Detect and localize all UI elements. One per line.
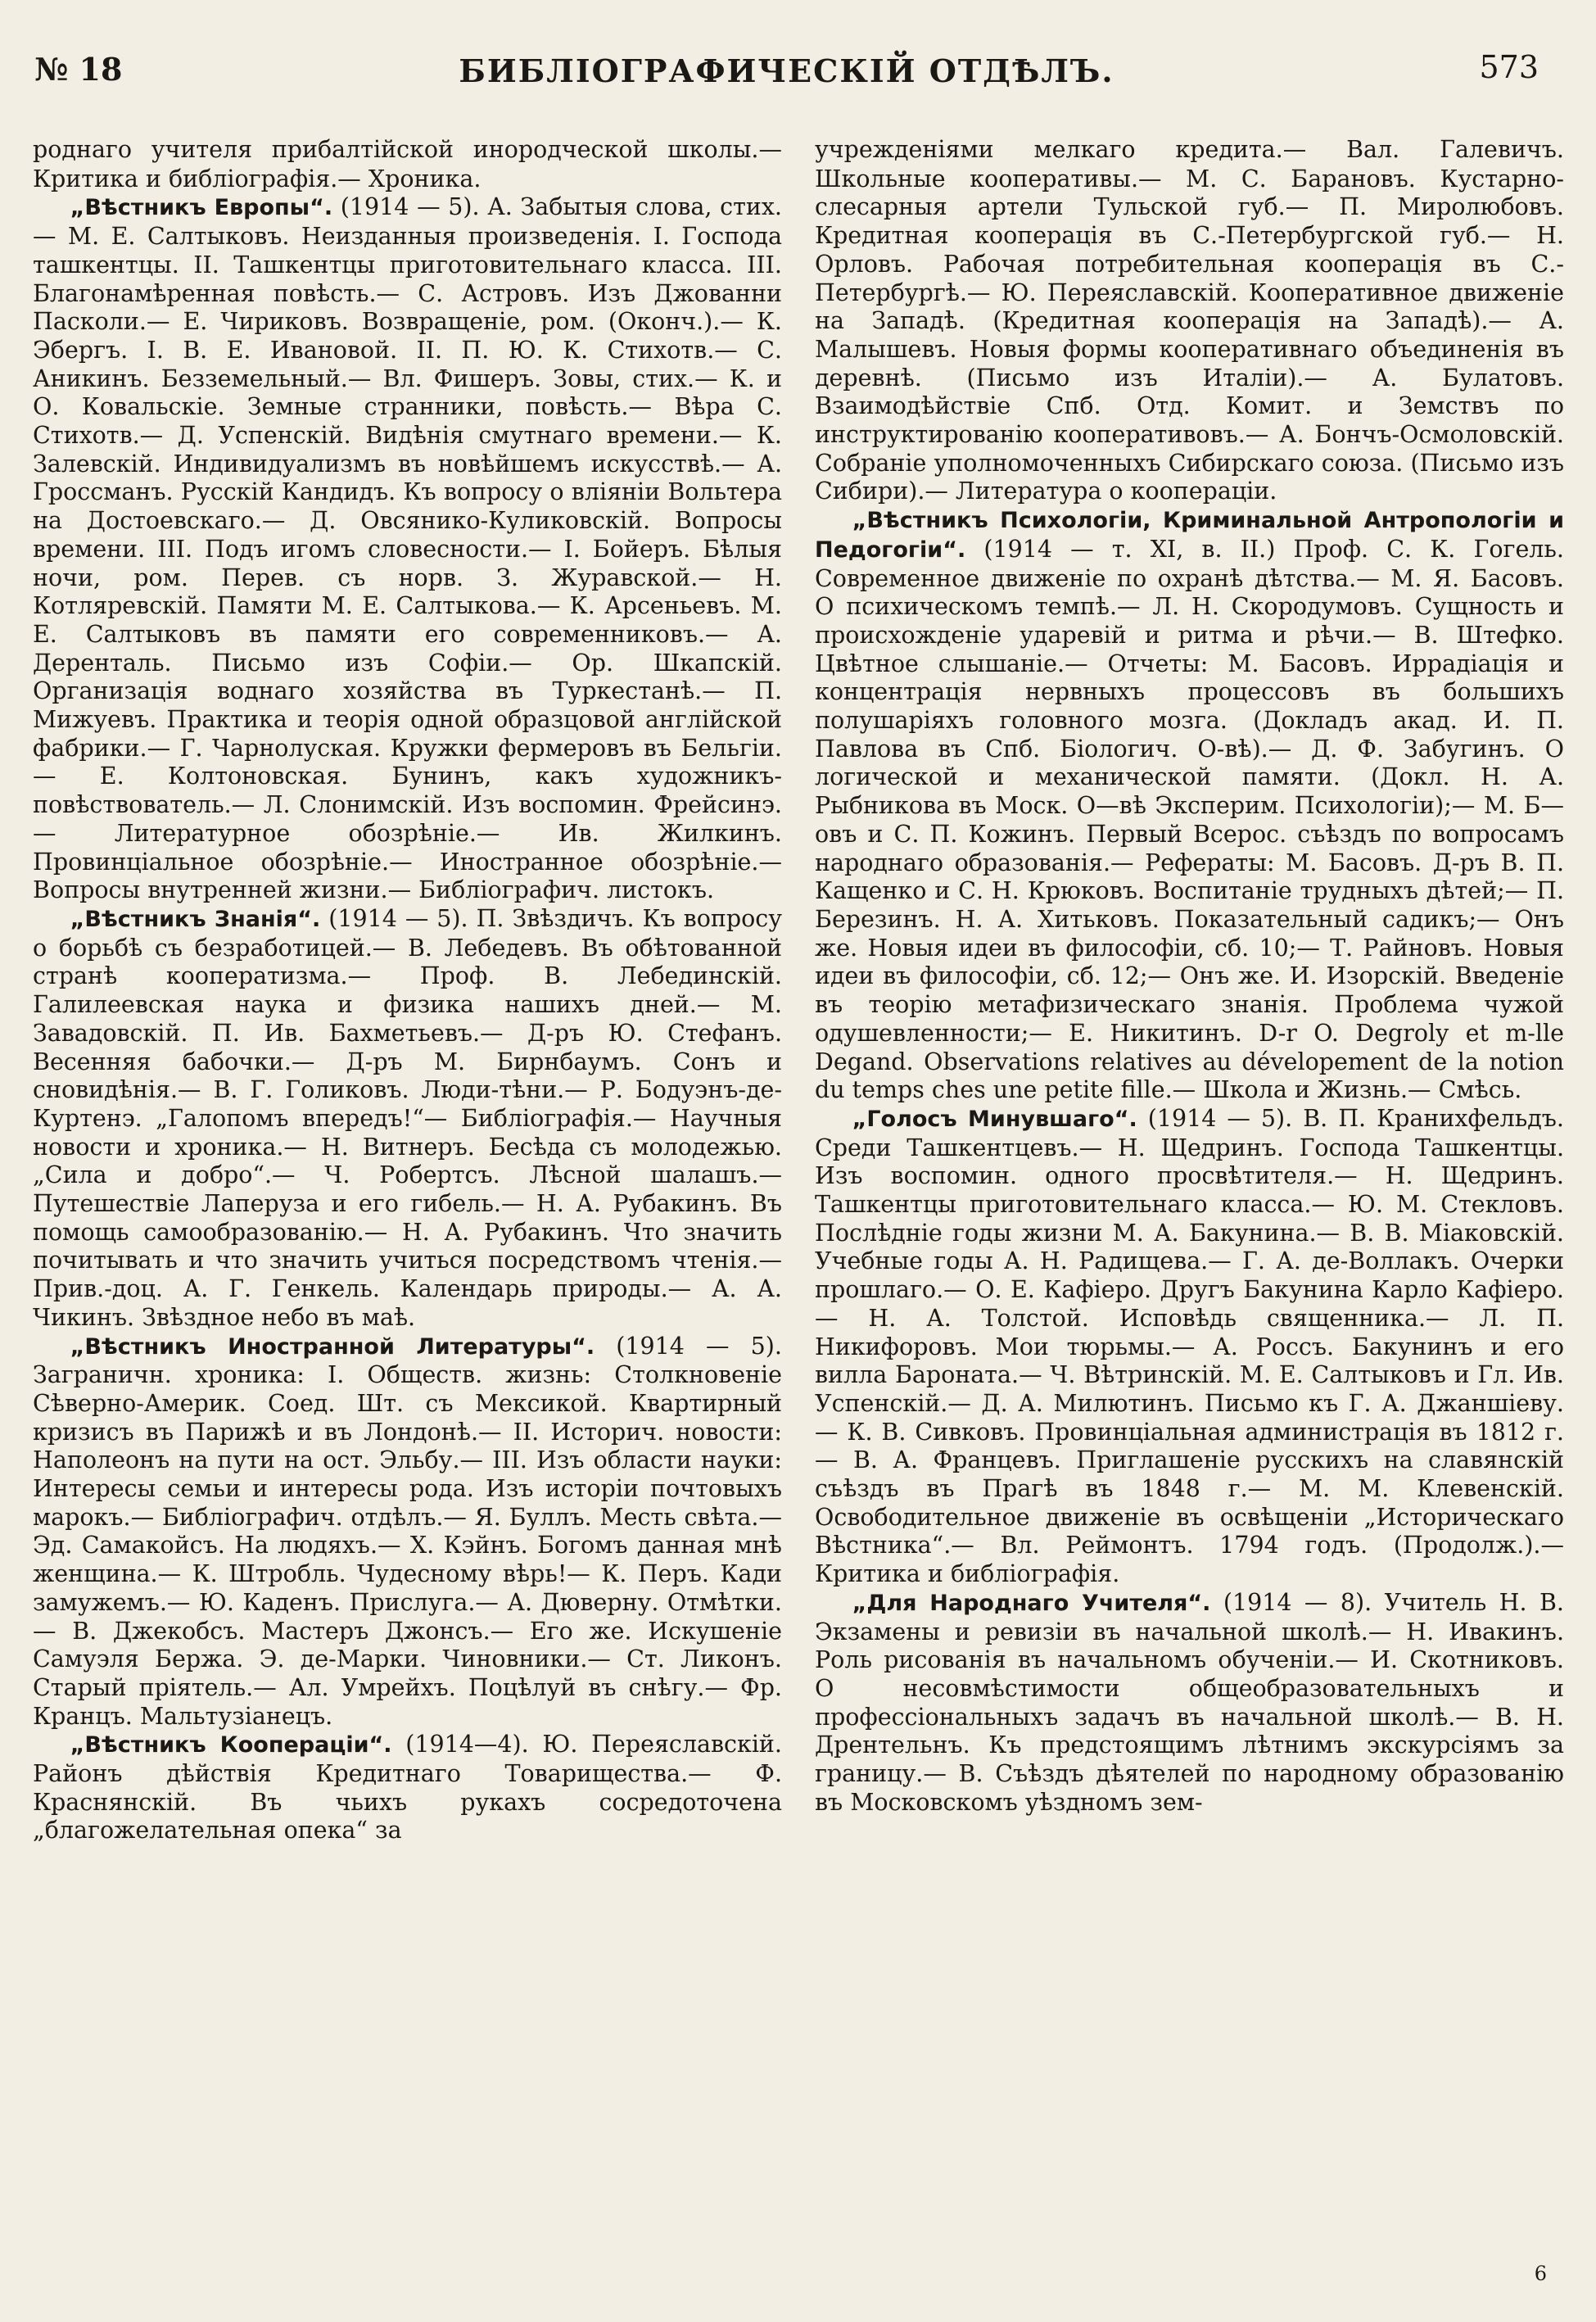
entry-paragraph (33, 1731, 782, 1845)
entry-text: (1914 — 5). П. Звѣздичъ. Къ вопросу о борьбѣ съ безработицей.— В. Лебедевъ. Въ обѣтованной странѣ кооператизма.— Проф. В. Лебединскій. Галилеевская наука и физика нашихъ дней.— М. Завадовскій. П. Ив. Бахметьевъ.— Д-ръ Ю. Стефанъ. Весенняя бабочки.— Д-ръ М. Бирнбаумъ. Сонъ и сновидѣнія.— В. Г. Голиковъ. Люди-тѣни.— Р. Бодуэнъ-де-Куртенэ. „Галопомъ впередъ!“— Библіографія.— Научныя новости и хроника.— Н. Витнеръ. Бесѣда съ молодежью. „Сила и добро“.— Ч. Робертсъ. Лѣсной шалашъ.— Путешествіе Лаперуза и его гибель.— Н. А. Рубакинъ. Въ помощь самообразованію.— Н. А. Рубакинъ. Что значить почитывать и что значить учиться посредствомъ чтенія.— Прив.-доц. А. Г. Генкель. Календарь природы.— А. А. Чикинъ. Звѣздное небо въ маѣ. (33, 904, 782, 1331)
entry-paragraph (815, 1589, 1564, 1817)
running-head (34, 48, 1539, 97)
entry-title: „Для Народнаго Учителя“. (852, 1590, 1211, 1616)
entry-title: „Вѣстникъ Коопераціи“. (70, 1732, 392, 1758)
page-number: 573 (1479, 49, 1539, 85)
entry-paragraph (33, 1333, 782, 1731)
entry-text: (1914 — 8). Учитель Н. В. Экзамены и ревизіи въ начальной школѣ.— Н. Ивакинъ. Роль рисованія въ начальномъ обученіи.— И. Скотниковъ. О несовмѣстимости общеобразовательныхъ и профессіональныхъ задачъ въ начальной школѣ.— В. Н. Дрентельнъ. Къ предстоящимъ лѣтнимъ экскурсіямъ за границу.— В. Съѣздъ дѣятелей по народному образованію въ Московскомъ уѣздномъ зем- (815, 1588, 1564, 1816)
entry-text: (1914 — 5). Заграничн. хроника: I. Обществ. жизнь: Столкновеніе Сѣверно-Америк. Соед. Шт. съ Мексикой. Квартирный кризисъ въ Парижѣ и въ Лондонѣ.— II. Историч. новости: Наполеонъ на пути на ост. Эльбу.— III. Изъ области науки: Интересы семьи и интересы рода. Изъ исторіи почтовыхъ марокъ.— Библіографич. отдѣлъ.— Я. Буллъ. Месть свѣта.— Эд. Самакойсъ. На людяхъ.— Х. Кэйнъ. Богомъ данная мнѣ женщина.— К. Штробль. Чудесному вѣрь!— К. Перъ. Кади замужемъ.— Ю. Каденъ. Прислуга.— А. Дюверну. Отмѣтки.— В. Джекобсъ. Мастеръ Джонсъ.— Его же. Искушеніе Самуэля Бержа. Э. де-Марки. Чиновники.— Ст. Ликонъ. Старый пріятель.— Ал. Умрейхъ. Поцѣлуй въ снѣгу.— Фр. Кранцъ. Мальтузіанецъ. (33, 1332, 782, 1730)
entry-paragraph (815, 136, 1564, 506)
right-column (815, 136, 1564, 2298)
signature-mark: 6 (1534, 2262, 1547, 2285)
entry-text: (1914—4). Ю. Переяславскій. Районъ дѣйствія Кредитнаго Товарищества.— Ф. Краснянскій. Въ чьихъ рукахъ сосредоточена „благожелательная опека“ за (33, 1731, 782, 1844)
entry-text: (1914 — 5). А. Забытыя слова, стих.— М. Е. Салтыковъ. Неизданныя произведенія. I. Господа ташкентцы. II. Ташкентцы приготовительнаго класса. III. Благонамѣренная повѣсть.— С. Астровъ. Изъ Джованни Пасколи.— Е. Чириковъ. Возвращеніе, ром. (Оконч.).— К. Эбергъ. I. В. Е. Ивановой. II. П. Ю. К. Стихотв.— С. Аникинъ. Безземельный.— Вл. Фишеръ. Зовы, стих.— К. и О. Ковальскіе. Земные странники, повѣсть.— Вѣра С. Стихотв.— Д. Успенскій. Видѣнія смутнаго времени.— К. Залевскій. Индивидуализмъ въ новѣйшемъ искусствѣ.— А. Гроссманъ. Русскій Кандидъ. Къ вопросу о вліяніи Вольтера на Достоевскаго.— Д. Овсянико-Куликовскій. Вопросы времени. III. Подъ игомъ словесности.— I. Бойеръ. Бѣлыя ночи, ром. Перев. съ норв. З. Журавской.— Н. Котляревскій. Памяти М. Е. Салтыкова.— К. Арсеньевъ. М. Е. Салтыковъ въ памяти его современниковъ.— А. Деренталь. Письмо изъ Софіи.— Ор. Шкапскій. Организація воднаго хозяйства въ Туркестанѣ.— П. Мижуевъ. Практика и теорія одной образцовой англійской фабрики.— Г. Чарнолуская. Кружки фермеровъ въ Бельгіи.— Е. Колтоновская. Бунинъ, какъ художникъ-повѣствователь.— Л. Слонимскій. Изъ воспомин. Фрейсинэ.— Литературное обозрѣніе.— Ив. Жилкинъ. Провинціальное обозрѣніе.— Иностранное обозрѣніе.— Вопросы внутренней жизни.— Библіографич. листокъ. (33, 193, 782, 904)
section-title: БИБЛІОГРАФИЧЕСКІЙ ОТДѢЛЪ. (459, 52, 1114, 89)
entry-text: (1914 — т. XI, в. II.) Проф. С. К. Гогель. Современное движеніе по охранѣ дѣтства.— М. Я. Басовъ. О психическомъ темпѣ.— Л. Н. Скородумовъ. Сущность и происхожденіе ударевій и ритма и рѣчи.— В. Штефко. Цвѣтное слышаніе.— Отчеты: М. Басовъ. Иррадіація и концентрація нервныхъ процессовъ въ большихъ полушаріяхъ головного мозга. (Докладъ акад. И. П. Павлова въ Спб. Біологич. О-вѣ).— Д. Ф. Забугинъ. О логической и механической памяти. (Докл. Н. А. Рыбникова въ Моск. О—вѣ Эксперим. Психологіи);— М. Б—овъ и С. П. Кожинъ. Первый Всерос. съѣздъ по вопросамъ народнаго образованія.— Рефераты: М. Басовъ. Д-ръ В. П. Кащенко и С. Н. Крюковъ. Воспитаніе трудныхъ дѣтей;— П. Березинъ. Н. А. Хитьковъ. Показательный садикъ;— Онъ же. Новыя идеи въ философіи, сб. 10;— Т. Райновъ. Новыя идеи въ философіи, сб. 12;— Онъ же. И. Изорскій. Введеніе въ теорію метафизическаго знанія. Проблема чужой одушевленности;— Е. Никитинъ. D-r O. Degroly et m-lle Degand. Observations relatives au dévelopement de la notion du temps ches une petite fille.— Школа и Жизнь.— Смѣсь. (815, 535, 1564, 1104)
entry-title: „Вѣстникъ Психологіи, Криминальной Антропологіи и Педогогіи“. (815, 508, 1564, 563)
entry-paragraph (33, 905, 782, 1333)
issue-number: № 18 (34, 51, 123, 88)
entry-paragraph (815, 506, 1564, 1105)
entry-text: (1914 — 5). В. П. Кранихфельдъ. Среди Ташкентцевъ.— Н. Щедринъ. Господа Ташкентцы. Изъ воспомин. одного просвѣтителя.— Н. Щедринъ. Ташкентцы приготовительнаго класса.— Ю. М. Стекловъ. Послѣдніе годы жизни М. А. Бакунина.— В. В. Міаковскій. Учебные годы А. Н. Радищева.— Г. А. де-Воллакъ. Очерки прошлаго.— О. Е. Кафіеро. Другъ Бакунина Карло Кафіеро.— Н. А. Толстой. Исповѣдь священника.— Л. П. Никифоровъ. Мои тюрьмы.— А. Россъ. Бакунинъ и его вилла Бароната.— Ч. Вѣтринскій. М. Е. Салтыковъ и Гл. Ив. Успенскій.— Д. А. Милютинъ. Письмо къ Г. А. Джаншіеву.— К. В. Сивковъ. Провинціальная администрація въ 1812 г.— В. А. Францевъ. Приглашеніе русскихъ на славянскій съѣздъ въ Прагѣ въ 1848 г.— М. М. Клевенскій. Освободительное движеніе въ освѣщеніи „Историческаго Вѣстника“.— Вл. Реймонтъ. 1794 годъ. (Продолж.).— Критика и библіографія. (815, 1104, 1564, 1588)
entry-text: роднаго учителя прибалтійской инородческой школы.— Критика и библіографія.— Хроника. (33, 136, 782, 192)
entry-title: „Вѣстникъ Иностранной Литературы“. (70, 1333, 595, 1360)
entry-title: „Вѣстникъ Европы“. (70, 195, 333, 221)
entry-paragraph (33, 193, 782, 905)
entry-title: „Голосъ Минувшаго“. (852, 1106, 1137, 1132)
entry-title: „Вѣстникъ Знанія“. (70, 906, 321, 932)
entry-paragraph (33, 136, 782, 193)
entry-text: учрежденіями мелкаго кредита.— Вал. Галевичъ. Школьные кооперативы.— М. С. Барановъ. Кустарно-слесарныя артели Тульской губ.— П. Миролюбовъ. Кредитная кооперація въ С.-Петербургской губ.— Н. Орловъ. Рабочая потребительная кооперація въ С.-Петербургѣ.— Ю. Переяславскій. Кооперативное движеніе на Западѣ. (Кредитная кооперація на Западѣ).— А. Малышевъ. Новыя формы кооперативнаго объединенія въ деревнѣ. (Письмо изъ Италіи).— А. Булатовъ. Взаимодѣйствіе Спб. Отд. Комит. и Земствъ по инструктированію кооперативовъ.— А. Бончъ-Осмоловскій. Собраніе уполномоченныхъ Сибирскаго союза. (Письмо изъ Сибири).— Литература о коопераціи. (815, 136, 1564, 505)
left-column (33, 136, 782, 2298)
entry-paragraph (815, 1105, 1564, 1589)
text-columns (33, 136, 1564, 2298)
